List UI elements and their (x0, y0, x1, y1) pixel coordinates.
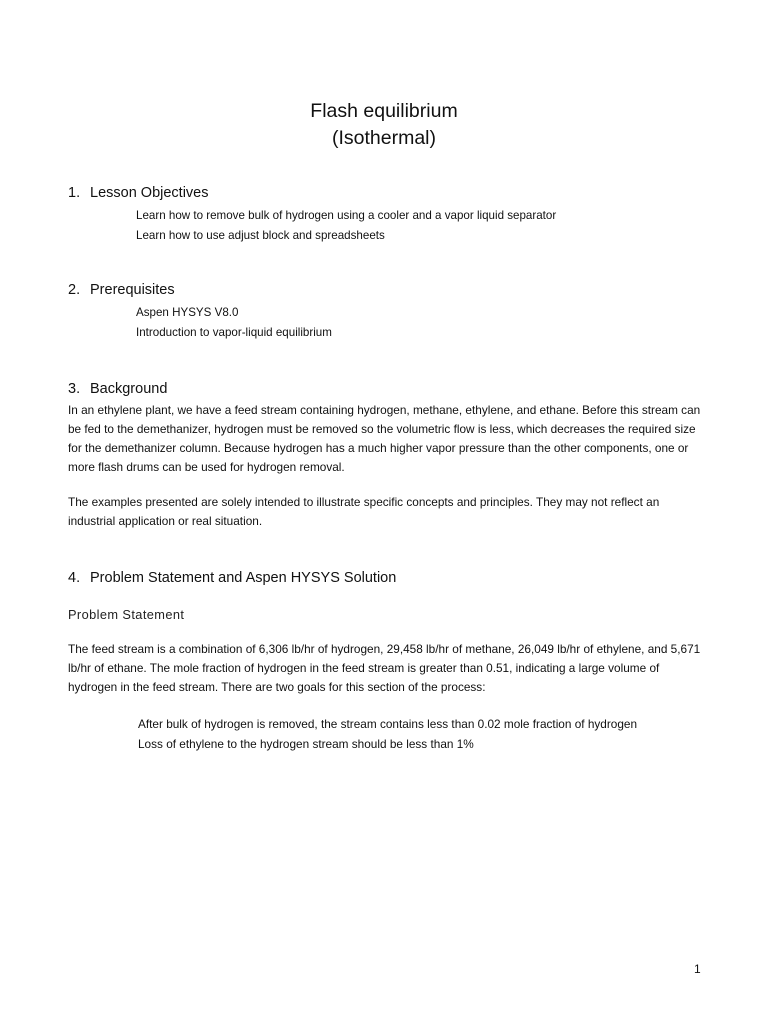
section-heading-objectives (68, 183, 208, 203)
section-number: 2. (68, 282, 81, 298)
document-title (0, 98, 768, 152)
list-item: Introduction to vapor-liquid equilibrium (136, 326, 332, 339)
list-item: After bulk of hydrogen is removed, the stream contains less than 0.02 mole fraction of hydrogen (138, 717, 638, 731)
list-item: Aspen HYSYS V8.0 (136, 306, 239, 319)
title-line-2: (Isothermal) (331, 127, 437, 149)
section-title: Problem Statement and Aspen HYSYS Solution (90, 570, 397, 586)
section-title: Background (90, 381, 168, 397)
section-heading-problem-statement (68, 568, 396, 588)
background-paragraph: In an ethylene plant, we have a feed stream containing hydrogen, methane, ethylene, and ethane. Before this stream can be fed to the demethanizer, hydrogen must be removed so the volumetric flow is less, which decreases the required size for the demethanizer column. Because hydrogen has a much higher vapor pressure than the other components, one or more flash drums can be used for hydrogen removal. (68, 403, 701, 474)
section-heading-prerequisites (68, 280, 175, 300)
section-number: 4. (68, 570, 81, 586)
list-item: Loss of ethylene to the hydrogen stream should be less than 1% (138, 737, 474, 751)
list-item: Learn how to use adjust block and spreadsheets (136, 229, 385, 242)
section-heading-background (68, 379, 167, 399)
list-item: Learn how to remove bulk of hydrogen using a cooler and a vapor liquid separator (136, 209, 557, 222)
goals-list (138, 714, 637, 754)
page-number: 1 (694, 962, 701, 976)
disclaimer-paragraph: The examples presented are solely intended to illustrate specific concepts and principles. They may not reflect an industrial application or real situation. (68, 495, 660, 528)
section-number: 1. (68, 185, 81, 201)
section-title: Prerequisites (90, 282, 175, 298)
problem-paragraph: The feed stream is a combination of 6,306 lb/hr of hydrogen, 29,458 lb/hr of methane, 26,049 lb/hr of ethylene, and 5,671 lb/hr of ethane. The mole fraction of hydrogen in the feed stream is greater than 0.51, indicating a large volume of hydrogen in the feed stream. There are two goals for this section of the process: (68, 642, 701, 694)
problem-statement-subheading: Problem Statement (68, 607, 185, 622)
objectives-list (136, 206, 556, 246)
title-line-1: Flash equilibrium (310, 100, 458, 122)
prerequisites-list (136, 303, 332, 343)
section-title: Lesson Objectives (90, 185, 209, 201)
section-number: 3. (68, 381, 81, 397)
